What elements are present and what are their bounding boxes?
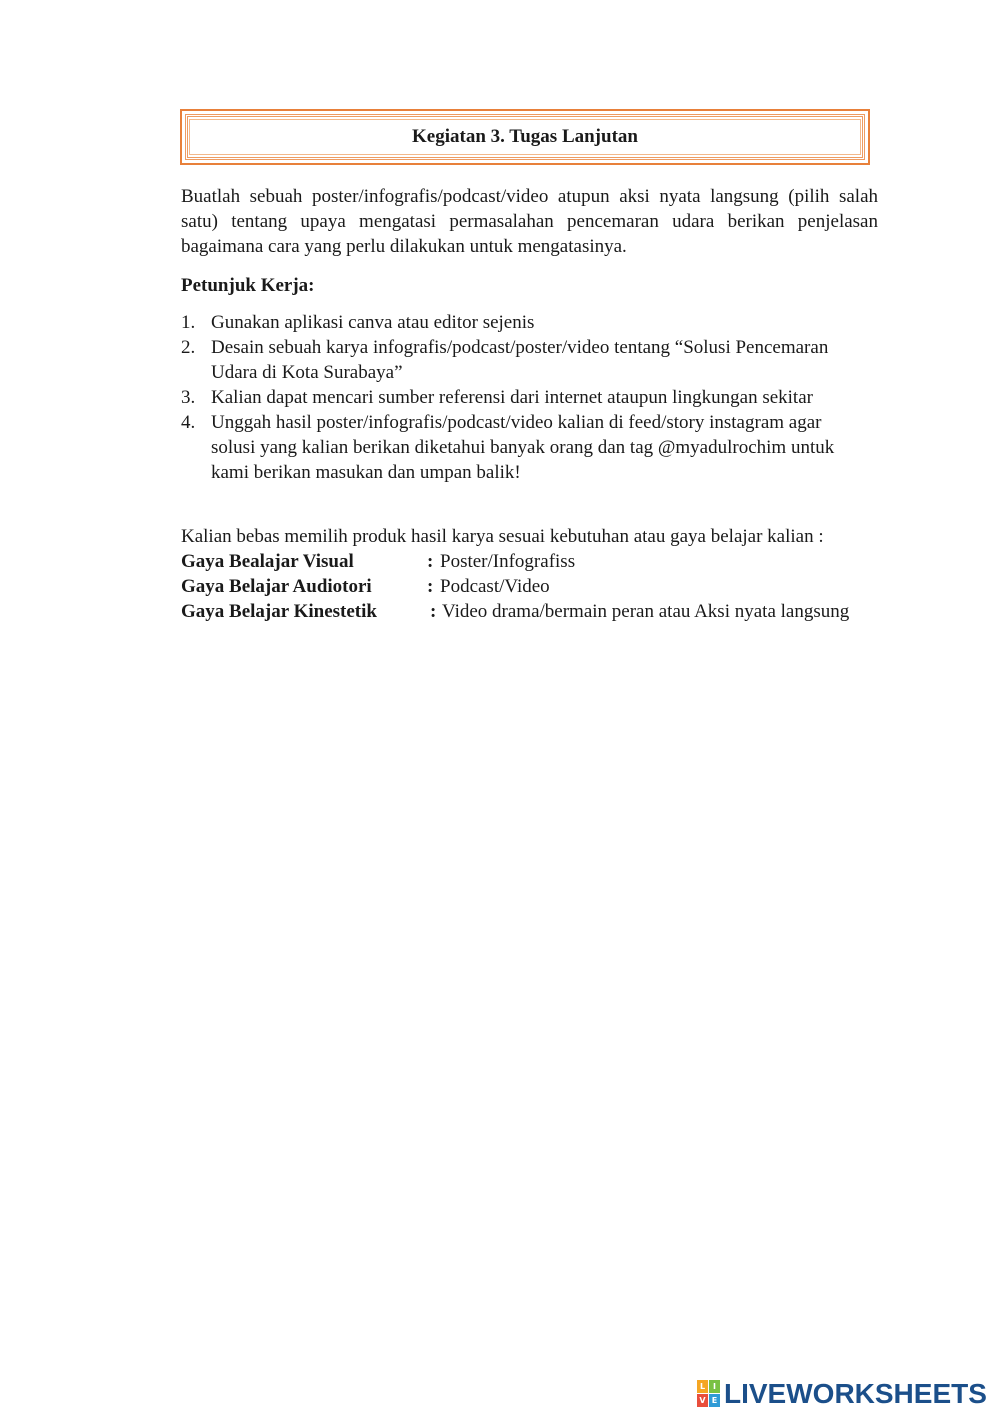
logo-tile: I	[709, 1380, 720, 1393]
style-colon: :	[427, 576, 434, 597]
style-colon: :	[427, 551, 434, 572]
style-value: Podcast/Video	[440, 576, 550, 597]
item-number: 4.	[181, 412, 196, 433]
liveworksheets-logo-icon	[697, 1380, 721, 1408]
learning-style-row-auditory	[181, 574, 891, 599]
style-label: Gaya Belajar Kinestetik	[181, 601, 377, 622]
intro-line: Buatlah sebuah poster/infografis/podcast/video atupun aksi nyata langsung (pilih salah	[181, 186, 878, 207]
item-number: 2.	[181, 337, 196, 358]
style-label: Gaya Bealajar Visual	[181, 551, 354, 572]
logo-tile: L	[697, 1380, 708, 1393]
item-number: 1.	[181, 312, 196, 333]
liveworksheets-logo	[697, 1379, 987, 1409]
item-number: 3.	[181, 387, 196, 408]
list-item	[181, 385, 881, 410]
liveworksheets-wordmark: LIVEWORKSHEETS	[724, 1378, 987, 1409]
item-text: Kalian dapat mencari sumber referensi dari internet ataupun lingkungan sekitar	[211, 387, 813, 408]
logo-tile: E	[709, 1394, 720, 1407]
item-text: kami berikan masukan dan umpan balik!	[211, 462, 521, 483]
style-value: Poster/Infografiss	[440, 551, 576, 572]
instructions-list	[181, 310, 881, 485]
style-value: Video drama/bermain peran atau Aksi nyata langsung	[442, 601, 850, 622]
learning-styles-intro: Kalian bebas memilih produk hasil karya sesuai kebutuhan atau gaya belajar kalian :	[181, 526, 824, 547]
instructions-heading: Petunjuk Kerja:	[181, 275, 315, 296]
item-text: Udara di Kota Surabaya”	[211, 362, 403, 383]
intro-line: satu) tentang upaya mengatasi permasalahan pencemaran udara berikan penjelasan	[181, 211, 878, 232]
learning-styles-table	[181, 549, 891, 624]
title-box	[180, 109, 870, 165]
intro-paragraph	[181, 184, 878, 259]
intro-line: bagaimana cara yang perlu dilakukan untuk mengatasinya.	[181, 236, 627, 257]
style-label: Gaya Belajar Audiotori	[181, 576, 372, 597]
logo-tile: V	[697, 1394, 708, 1407]
list-item	[181, 310, 881, 335]
list-item	[181, 335, 881, 385]
item-text: solusi yang kalian berikan diketahui banyak orang dan tag @myadulrochim untuk	[211, 437, 835, 458]
item-text: Unggah hasil poster/infografis/podcast/video kalian di feed/story instagram agar	[211, 412, 822, 433]
learning-style-row-visual	[181, 549, 891, 574]
item-text: Desain sebuah karya infografis/podcast/poster/video tentang “Solusi Pencemaran	[211, 337, 829, 358]
item-text: Gunakan aplikasi canva atau editor sejenis	[211, 312, 535, 333]
style-colon: :	[430, 601, 437, 622]
list-item	[181, 410, 881, 485]
learning-style-row-kinesthetic	[181, 599, 891, 624]
page-title: Kegiatan 3. Tugas Lanjutan	[412, 126, 638, 147]
